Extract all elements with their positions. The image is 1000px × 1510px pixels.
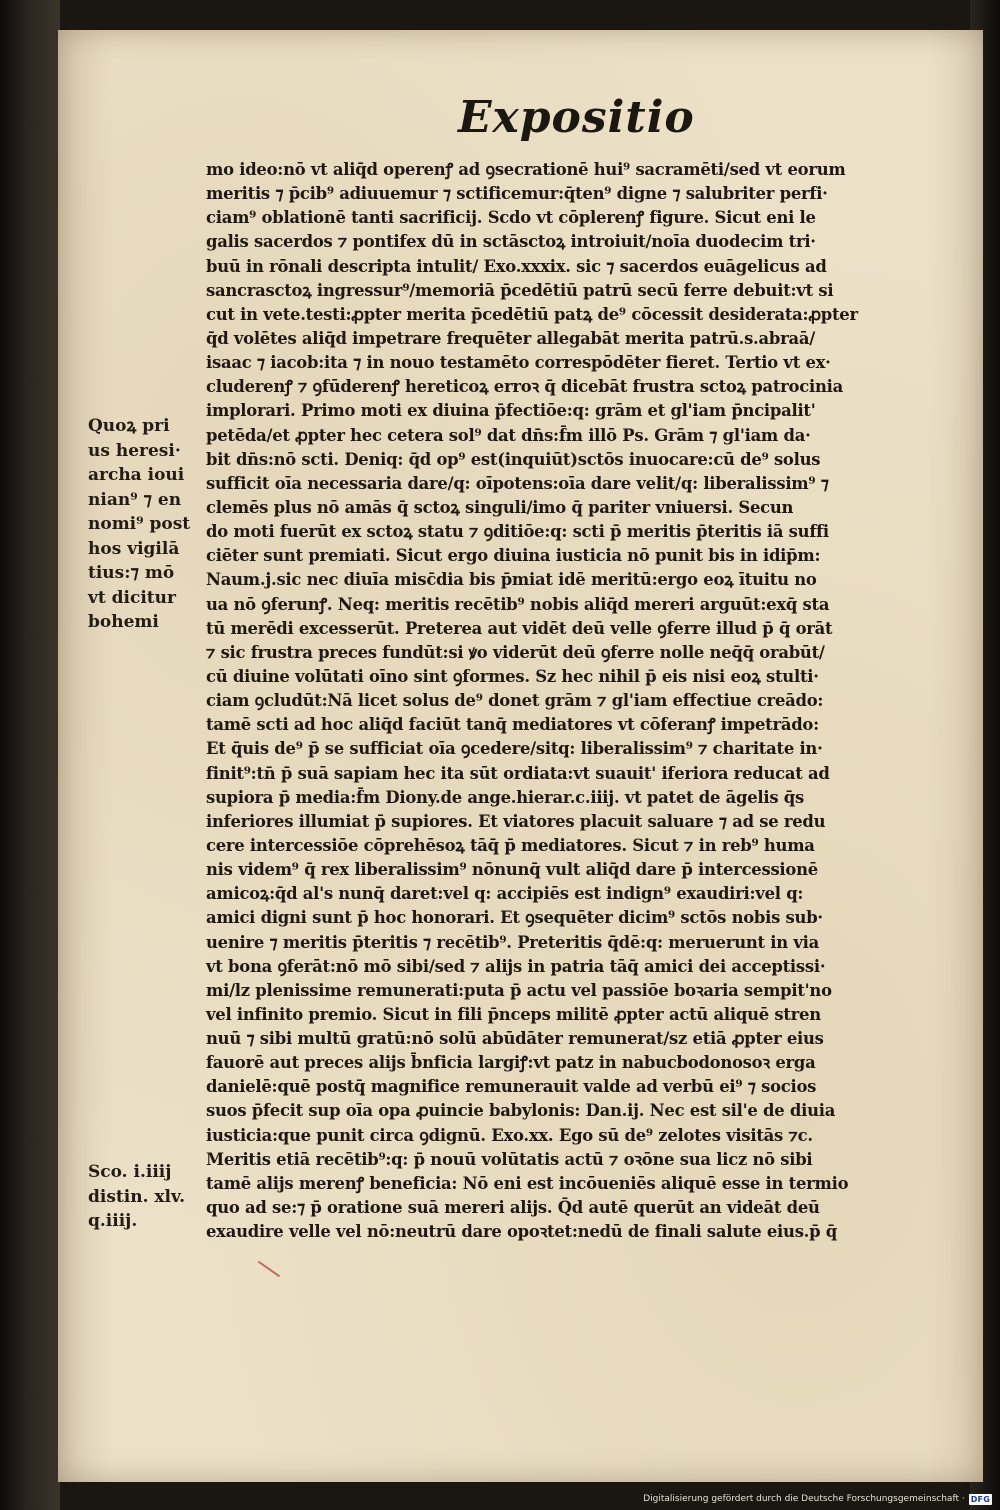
dfg-logo: DFG [970, 1494, 990, 1504]
book-page [58, 30, 983, 1482]
text-line: sufficit oīa necessaria dare/q: oīpotens:oīa dare velit/q: liberalissim⁹ ⁊ [206, 473, 829, 493]
marginal-note-line: distin. xlv. [88, 1186, 186, 1207]
text-line: bit dn̄s:nō scti. Deniq: q̄d op⁹ est(inquiūt)sctōs inuocare:cū de⁹ solus [206, 449, 821, 469]
text-line: danielē:quē postq̄ magnifice remunerauit valde ad verbū ei⁹ ⁊ socios [206, 1077, 817, 1097]
marginal-note-line: archa ioui [88, 465, 185, 485]
marginal-note-line: bohemi [88, 612, 159, 632]
text-line: do moti fuerūt ex sctoꝝ statu ⁊ ꝯditiōe:q: scti p̄ meritis p̄teritis iā suffi [206, 522, 829, 542]
credit-text: Digitalisierung gefördert durch die Deutsche Forschungsgemeinschaft · [643, 1494, 965, 1504]
text-line: sancrasctoꝝ ingressur⁹/memoriā p̄cedētiū patrū secū ferre debuit:vt si [206, 280, 834, 300]
text-line: supiora p̄ media:f̄m Diony.de ange.hierar.c.iiij. vt patet de āgelis q̄s [206, 787, 804, 807]
text-line: amici digni sunt p̄ hoc honorari. Et ꝯsequēter dicim⁹ sctōs nobis sub· [206, 908, 823, 928]
text-line: quo ad se:⁊ p̄ oratione suā mereri alijs. Q̄d autē querūt an videāt deū [206, 1198, 820, 1218]
text-line: ua nō ꝯferunꝭ. Neq: meritis recētib⁹ nobis aliq̄d mereri arguūt:exq̄ sta [206, 594, 830, 614]
text-line: isaac ⁊ iacob:ita ⁊ in nouo testamēto correspōdēter fieret. Tertio vt ex· [206, 353, 831, 373]
text-line: clemēs plus nō amās q̄ sctoꝝ singuli/imo q̄ pariter vniuersi. Secun [206, 497, 794, 517]
text-line: inferiores illumiat p̄ supiores. Et viatores placuit saluare ⁊ ad se redu [206, 811, 826, 831]
text-line: nuū ⁊ sibi multū gratū:nō solū abūdāter remunerat/sz etiā ꝓpter eius [206, 1029, 824, 1049]
text-line: iusticia:que punit circa ꝯdignū. Exo.xx. Ego sū de⁹ zelotes visitās ⁊c. [206, 1125, 813, 1145]
marginal-note-line: tius:⁊ mō [88, 563, 175, 583]
marginal-note-line: us heresi· [88, 440, 181, 461]
text-line: mo ideo:nō vt aliq̄d operenꝭ ad ꝯsecrationē hui⁹ sacramēti/sed vt eorum [206, 160, 846, 179]
marginal-note [88, 414, 208, 635]
text-line: implorari. Primo moti ex diuina p̄fectiōe:q: grām et gl'iam p̄ncipalit' [206, 401, 816, 421]
running-head: Expositio [458, 92, 695, 143]
text-line: vt bona ꝯferāt:nō mō sibi/sed ⁊ alijs in patria tāq̄ amici dei acceptissi· [206, 956, 826, 976]
text-line: tamē alijs merenꝭ beneficia: Nō eni est incōueniēs aliquē esse in termio [206, 1173, 849, 1193]
text-line: exaudire velle vel nō:neutrū dare opoꝛtet:nedū de finali salute eius.p̄ q̄ [206, 1222, 838, 1242]
text-line: mi/lz plenissime remunerati:puta p̄ actu vel passiōe boꝛaria sempit'no [206, 980, 832, 1000]
text-line: galis sacerdos ⁊ pontifex dū in sctāsctoꝝ introiuit/noīa duodecim tri· [206, 232, 816, 252]
text-line: suos p̄fecit sup oīa opa ꝓuincie babylonis: Dan.ij. Nec est sil'e de diuia [206, 1101, 836, 1121]
text-line: cere intercessiōe cōprehēsoꝝ tāq̄ p̄ mediatores. Sicut ⁊ in reb⁹ huma [206, 835, 815, 855]
marginal-note [88, 1160, 208, 1234]
marginal-note-line: hos vigilā [88, 538, 180, 559]
text-line: petēda/et ꝓpter hec cetera sol⁹ dat dn̄s:f̄m illō Ps. Grām ⁊ gl'iam da· [206, 425, 811, 445]
text-line: vel infinito premio. Sicut in fili p̄nceps militē ꝓpter actū aliquē stren [206, 1004, 821, 1024]
marginal-note-line: q.iiij. [88, 1211, 138, 1231]
text-line: Naum.j.sic nec diuīa misc̄dia bis p̄miat idē meritū:ergo eoꝝ ītuitu no [206, 570, 817, 590]
text-line: meritis ⁊ p̄cib⁹ adiuuemur ⁊ sctificemur:q̄ten⁹ digne ⁊ salubriter perfi· [206, 184, 828, 204]
text-line: ciēter sunt premiati. Sicut ergo diuina iusticia nō punit bis in idip̄m: [206, 546, 821, 566]
text-line: Et q̄uis de⁹ p̄ se sufficiat oīa ꝯcedere/sitq: liberalissim⁹ ⁊ charitate in· [206, 739, 823, 759]
text-line: q̄d volētes aliq̄d impetrare frequēter allegabāt merita patrū.s.abraā/ [206, 328, 815, 348]
text-line: tamē scti ad hoc aliq̄d faciūt tanq̄ mediatores vt cōferanꝭ impetrādo: [206, 715, 819, 735]
text-line: cū diuine volūtati oīno sint ꝯformes. Sz hec nihil p̄ eis nisi eoꝝ stulti· [206, 666, 819, 686]
marginal-note-line: Sco. i.iiij [88, 1162, 172, 1182]
text-line: ciam⁹ oblationē tanti sacrificij. Scdo vt cōplerenꝭ figure. Sicut eni le [206, 208, 816, 228]
text-line: Meritis etiā recētib⁹:q: p̄ nouū volūtatis actū ⁊ oꝛōne sua licz nō sibi [206, 1149, 813, 1169]
marginal-note-line: Quoꝝ pri [88, 416, 170, 436]
text-line: tū merēdi excesserūt. Preterea aut vidēt deū velle ꝯferre illud p̄ q̄ orāt [206, 618, 833, 638]
text-line: uenire ⁊ meritis p̄teritis ⁊ recētib⁹. Preteritis q̄dē:q: meruerunt in via [206, 932, 820, 952]
marginal-note-line: nian⁹ ⁊ en [88, 489, 182, 510]
text-line: cluderenꝭ ⁊ ꝯfūderenꝭ hereticoꝝ erroꝛ q̄ dicebāt frustra sctoꝝ patrocinia [206, 377, 843, 397]
text-line: amicoꝝ:q̄d al's nunq̄ daret:vel q: accipiēs est indign⁹ exaudiri:vel q: [206, 884, 804, 904]
text-line: ⁊ sic frustra preces fundūt:si ꝟo viderūt deū ꝯferre nolle neq̄q̄ orabūt/ [206, 642, 825, 662]
book-edge-left [0, 0, 60, 1510]
text-line: ciam ꝯcludūt:Nā licet solus de⁹ donet grām ⁊ gl'iam effectiue creādo: [206, 691, 824, 711]
marginal-note-line: nomi⁹ post [88, 514, 191, 534]
digitization-credit [643, 1492, 992, 1506]
main-text-column [206, 158, 956, 1244]
text-line: cut in vete.testi:ꝓpter merita p̄cedētiū patꝝ de⁹ cōcessit desiderata:ꝓpter [206, 304, 858, 324]
marginal-note-line: vt dicitur [88, 587, 176, 608]
text-line: nis videm⁹ q̄ rex liberalissim⁹ nōnunq̄ vult aliq̄d dare p̄ intercessionē [206, 860, 818, 880]
text-line: buū in rōnali descripta intulit/ Exo.xxxix. sic ⁊ sacerdos euāgelicus ad [206, 256, 827, 276]
text-line: fauorē aut preces alijs b̄nficia largiꝭ:vt patz in nabucbodonosoꝛ erga [206, 1053, 816, 1073]
text-line: finit⁹:tn̄ p̄ suā sapiam hec ita sūt ordiata:vt suauit' iferiora reducat ad [206, 763, 830, 783]
ink-stroke [258, 1261, 280, 1278]
